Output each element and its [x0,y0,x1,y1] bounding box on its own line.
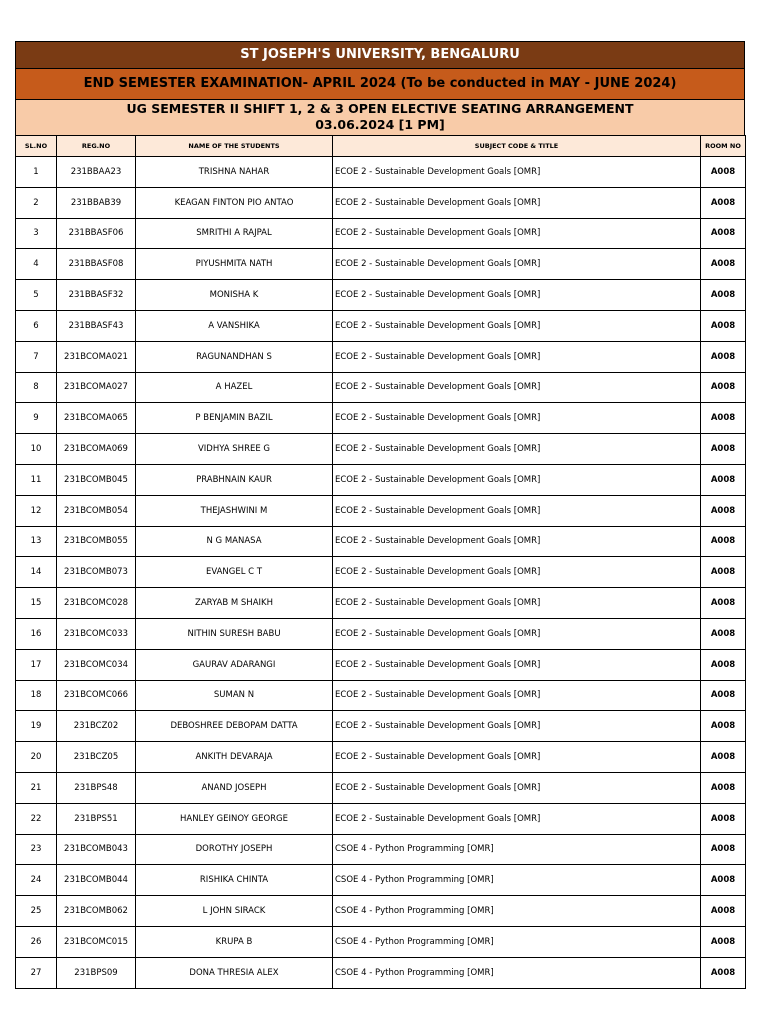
col-sl-no: SL.NO [16,136,57,157]
student-name-cell: ANKITH DEVARAJA [136,742,333,773]
sl-no-cell: 22 [16,803,57,834]
room-no-cell: A008 [701,310,746,341]
student-name-cell: HANLEY GEINOY GEORGE [136,803,333,834]
subject-cell: ECOE 2 - Sustainable Development Goals [OMR] [333,588,701,619]
sl-no-cell: 9 [16,403,57,434]
table-row [16,742,746,773]
sl-no-cell: 12 [16,495,57,526]
sl-no-cell: 18 [16,680,57,711]
room-no-cell: A008 [701,249,746,280]
sl-no-cell: 24 [16,865,57,896]
student-name-cell: RAGUNANDHAN S [136,341,333,372]
student-name-cell: KRUPA B [136,926,333,957]
student-name-cell: A HAZEL [136,372,333,403]
student-name-cell: L JOHN SIRACK [136,896,333,927]
subject-cell: CSOE 4 - Python Programming [OMR] [333,896,701,927]
subject-cell: ECOE 2 - Sustainable Development Goals [OMR] [333,711,701,742]
sl-no-cell: 5 [16,280,57,311]
table-row [16,249,746,280]
reg-no-cell: 231BCOMB054 [57,495,136,526]
table-row [16,803,746,834]
table-row [16,957,746,988]
reg-no-cell: 231BCOMB045 [57,464,136,495]
student-name-cell: TRISHNA NAHAR [136,157,333,188]
table-row [16,865,746,896]
subject-cell: ECOE 2 - Sustainable Development Goals [OMR] [333,310,701,341]
table-row [16,649,746,680]
student-name-cell: A VANSHIKA [136,310,333,341]
room-no-cell: A008 [701,772,746,803]
sl-no-cell: 16 [16,618,57,649]
room-no-cell: A008 [701,526,746,557]
col-reg-no: REG.NO [57,136,136,157]
subject-cell: ECOE 2 - Sustainable Development Goals [OMR] [333,495,701,526]
reg-no-cell: 231BPS09 [57,957,136,988]
room-no-cell: A008 [701,865,746,896]
subject-cell: ECOE 2 - Sustainable Development Goals [OMR] [333,403,701,434]
sl-no-cell: 10 [16,434,57,465]
room-no-cell: A008 [701,434,746,465]
subject-cell: ECOE 2 - Sustainable Development Goals [OMR] [333,464,701,495]
exam-banner: END SEMESTER EXAMINATION- APRIL 2024 (To be conducted in MAY - JUNE 2024) [15,68,745,99]
table-row [16,280,746,311]
subject-cell: ECOE 2 - Sustainable Development Goals [OMR] [333,649,701,680]
reg-no-cell: 231BCZ02 [57,711,136,742]
reg-no-cell: 231BBAA23 [57,157,136,188]
table-row [16,372,746,403]
subject-cell: ECOE 2 - Sustainable Development Goals [OMR] [333,249,701,280]
subject-cell: ECOE 2 - Sustainable Development Goals [OMR] [333,218,701,249]
sl-no-cell: 7 [16,341,57,372]
reg-no-cell: 231BCOMA069 [57,434,136,465]
room-no-cell: A008 [701,557,746,588]
subject-cell: ECOE 2 - Sustainable Development Goals [OMR] [333,557,701,588]
university-banner: ST JOSEPH'S UNIVERSITY, BENGALURU [15,41,745,68]
reg-no-cell: 231BCOMA027 [57,372,136,403]
reg-no-cell: 231BBASF08 [57,249,136,280]
room-no-cell: A008 [701,957,746,988]
sl-no-cell: 17 [16,649,57,680]
sl-no-cell: 15 [16,588,57,619]
reg-no-cell: 231BBAB39 [57,187,136,218]
table-row [16,618,746,649]
subject-cell: ECOE 2 - Sustainable Development Goals [OMR] [333,157,701,188]
student-name-cell: VIDHYA SHREE G [136,434,333,465]
sl-no-cell: 26 [16,926,57,957]
col-student-name: NAME OF THE STUDENTS [136,136,333,157]
student-name-cell: PRABHNAIN KAUR [136,464,333,495]
subject-cell: ECOE 2 - Sustainable Development Goals [OMR] [333,618,701,649]
reg-no-cell: 231BPS48 [57,772,136,803]
student-name-cell: ANAND JOSEPH [136,772,333,803]
reg-no-cell: 231BCZ05 [57,742,136,773]
sl-no-cell: 3 [16,218,57,249]
reg-no-cell: 231BCOMB044 [57,865,136,896]
table-row [16,403,746,434]
seating-table [15,135,746,989]
reg-no-cell: 231BCOMB073 [57,557,136,588]
room-no-cell: A008 [701,218,746,249]
room-no-cell: A008 [701,803,746,834]
room-no-cell: A008 [701,926,746,957]
student-name-cell: DEBOSHREE DEBOPAM DATTA [136,711,333,742]
exam-date: 03.06.2024 [1 PM] [315,117,445,132]
table-row [16,157,746,188]
arrangement-title: UG SEMESTER II SHIFT 1, 2 & 3 OPEN ELECTIVE SEATING ARRANGEMENT [126,101,634,116]
table-row [16,341,746,372]
col-subject: SUBJECT CODE & TITLE [333,136,701,157]
room-no-cell: A008 [701,157,746,188]
room-no-cell: A008 [701,711,746,742]
student-name-cell: N G MANASA [136,526,333,557]
student-name-cell: ZARYAB M SHAIKH [136,588,333,619]
room-no-cell: A008 [701,588,746,619]
room-no-cell: A008 [701,618,746,649]
sl-no-cell: 4 [16,249,57,280]
sl-no-cell: 19 [16,711,57,742]
student-name-cell: KEAGAN FINTON PIO ANTAO [136,187,333,218]
room-no-cell: A008 [701,896,746,927]
table-row [16,834,746,865]
reg-no-cell: 231BCOMC015 [57,926,136,957]
room-no-cell: A008 [701,495,746,526]
reg-no-cell: 231BCOMA065 [57,403,136,434]
table-row [16,464,746,495]
room-no-cell: A008 [701,280,746,311]
student-name-cell: DONA THRESIA ALEX [136,957,333,988]
room-no-cell: A008 [701,187,746,218]
sl-no-cell: 6 [16,310,57,341]
student-name-cell: DOROTHY JOSEPH [136,834,333,865]
student-name-cell: THEJASHWINI M [136,495,333,526]
sl-no-cell: 8 [16,372,57,403]
sl-no-cell: 11 [16,464,57,495]
sl-no-cell: 14 [16,557,57,588]
reg-no-cell: 231BCOMB062 [57,896,136,927]
student-name-cell: MONISHA K [136,280,333,311]
table-row [16,310,746,341]
room-no-cell: A008 [701,403,746,434]
table-row [16,772,746,803]
subject-cell: ECOE 2 - Sustainable Development Goals [OMR] [333,280,701,311]
subject-cell: CSOE 4 - Python Programming [OMR] [333,957,701,988]
room-no-cell: A008 [701,834,746,865]
subject-cell: ECOE 2 - Sustainable Development Goals [OMR] [333,803,701,834]
student-name-cell: SMRITHI A RAJPAL [136,218,333,249]
col-room-no: ROOM NO [701,136,746,157]
sl-no-cell: 23 [16,834,57,865]
seating-sheet [15,41,745,989]
table-row [16,187,746,218]
reg-no-cell: 231BCOMC033 [57,618,136,649]
table-row [16,218,746,249]
reg-no-cell: 231BCOMB055 [57,526,136,557]
room-no-cell: A008 [701,341,746,372]
student-name-cell: SUMAN N [136,680,333,711]
room-no-cell: A008 [701,742,746,773]
reg-no-cell: 231BBASF43 [57,310,136,341]
table-row [16,680,746,711]
student-name-cell: GAURAV ADARANGI [136,649,333,680]
room-no-cell: A008 [701,649,746,680]
reg-no-cell: 231BCOMC066 [57,680,136,711]
table-row [16,434,746,465]
table-row [16,588,746,619]
subject-cell: ECOE 2 - Sustainable Development Goals [OMR] [333,341,701,372]
reg-no-cell: 231BCOMC034 [57,649,136,680]
reg-no-cell: 231BCOMB043 [57,834,136,865]
sl-no-cell: 1 [16,157,57,188]
table-row [16,711,746,742]
arrangement-banner [15,99,745,135]
table-body [16,157,746,989]
room-no-cell: A008 [701,372,746,403]
subject-cell: ECOE 2 - Sustainable Development Goals [OMR] [333,372,701,403]
sl-no-cell: 25 [16,896,57,927]
room-no-cell: A008 [701,464,746,495]
subject-cell: ECOE 2 - Sustainable Development Goals [OMR] [333,680,701,711]
sl-no-cell: 2 [16,187,57,218]
student-name-cell: EVANGEL C T [136,557,333,588]
reg-no-cell: 231BCOMA021 [57,341,136,372]
student-name-cell: NITHIN SURESH BABU [136,618,333,649]
subject-cell: ECOE 2 - Sustainable Development Goals [OMR] [333,434,701,465]
sl-no-cell: 21 [16,772,57,803]
reg-no-cell: 231BCOMC028 [57,588,136,619]
column-header-row [16,136,746,157]
table-row [16,896,746,927]
table-row [16,526,746,557]
reg-no-cell: 231BBASF32 [57,280,136,311]
subject-cell: CSOE 4 - Python Programming [OMR] [333,926,701,957]
table-row [16,926,746,957]
subject-cell: ECOE 2 - Sustainable Development Goals [OMR] [333,772,701,803]
room-no-cell: A008 [701,680,746,711]
student-name-cell: PIYUSHMITA NATH [136,249,333,280]
subject-cell: CSOE 4 - Python Programming [OMR] [333,834,701,865]
reg-no-cell: 231BPS51 [57,803,136,834]
table-row [16,495,746,526]
subject-cell: CSOE 4 - Python Programming [OMR] [333,865,701,896]
reg-no-cell: 231BBASF06 [57,218,136,249]
subject-cell: ECOE 2 - Sustainable Development Goals [OMR] [333,742,701,773]
student-name-cell: P BENJAMIN BAZIL [136,403,333,434]
table-row [16,557,746,588]
sl-no-cell: 20 [16,742,57,773]
subject-cell: ECOE 2 - Sustainable Development Goals [OMR] [333,187,701,218]
subject-cell: ECOE 2 - Sustainable Development Goals [OMR] [333,526,701,557]
student-name-cell: RISHIKA CHINTA [136,865,333,896]
sl-no-cell: 27 [16,957,57,988]
sl-no-cell: 13 [16,526,57,557]
